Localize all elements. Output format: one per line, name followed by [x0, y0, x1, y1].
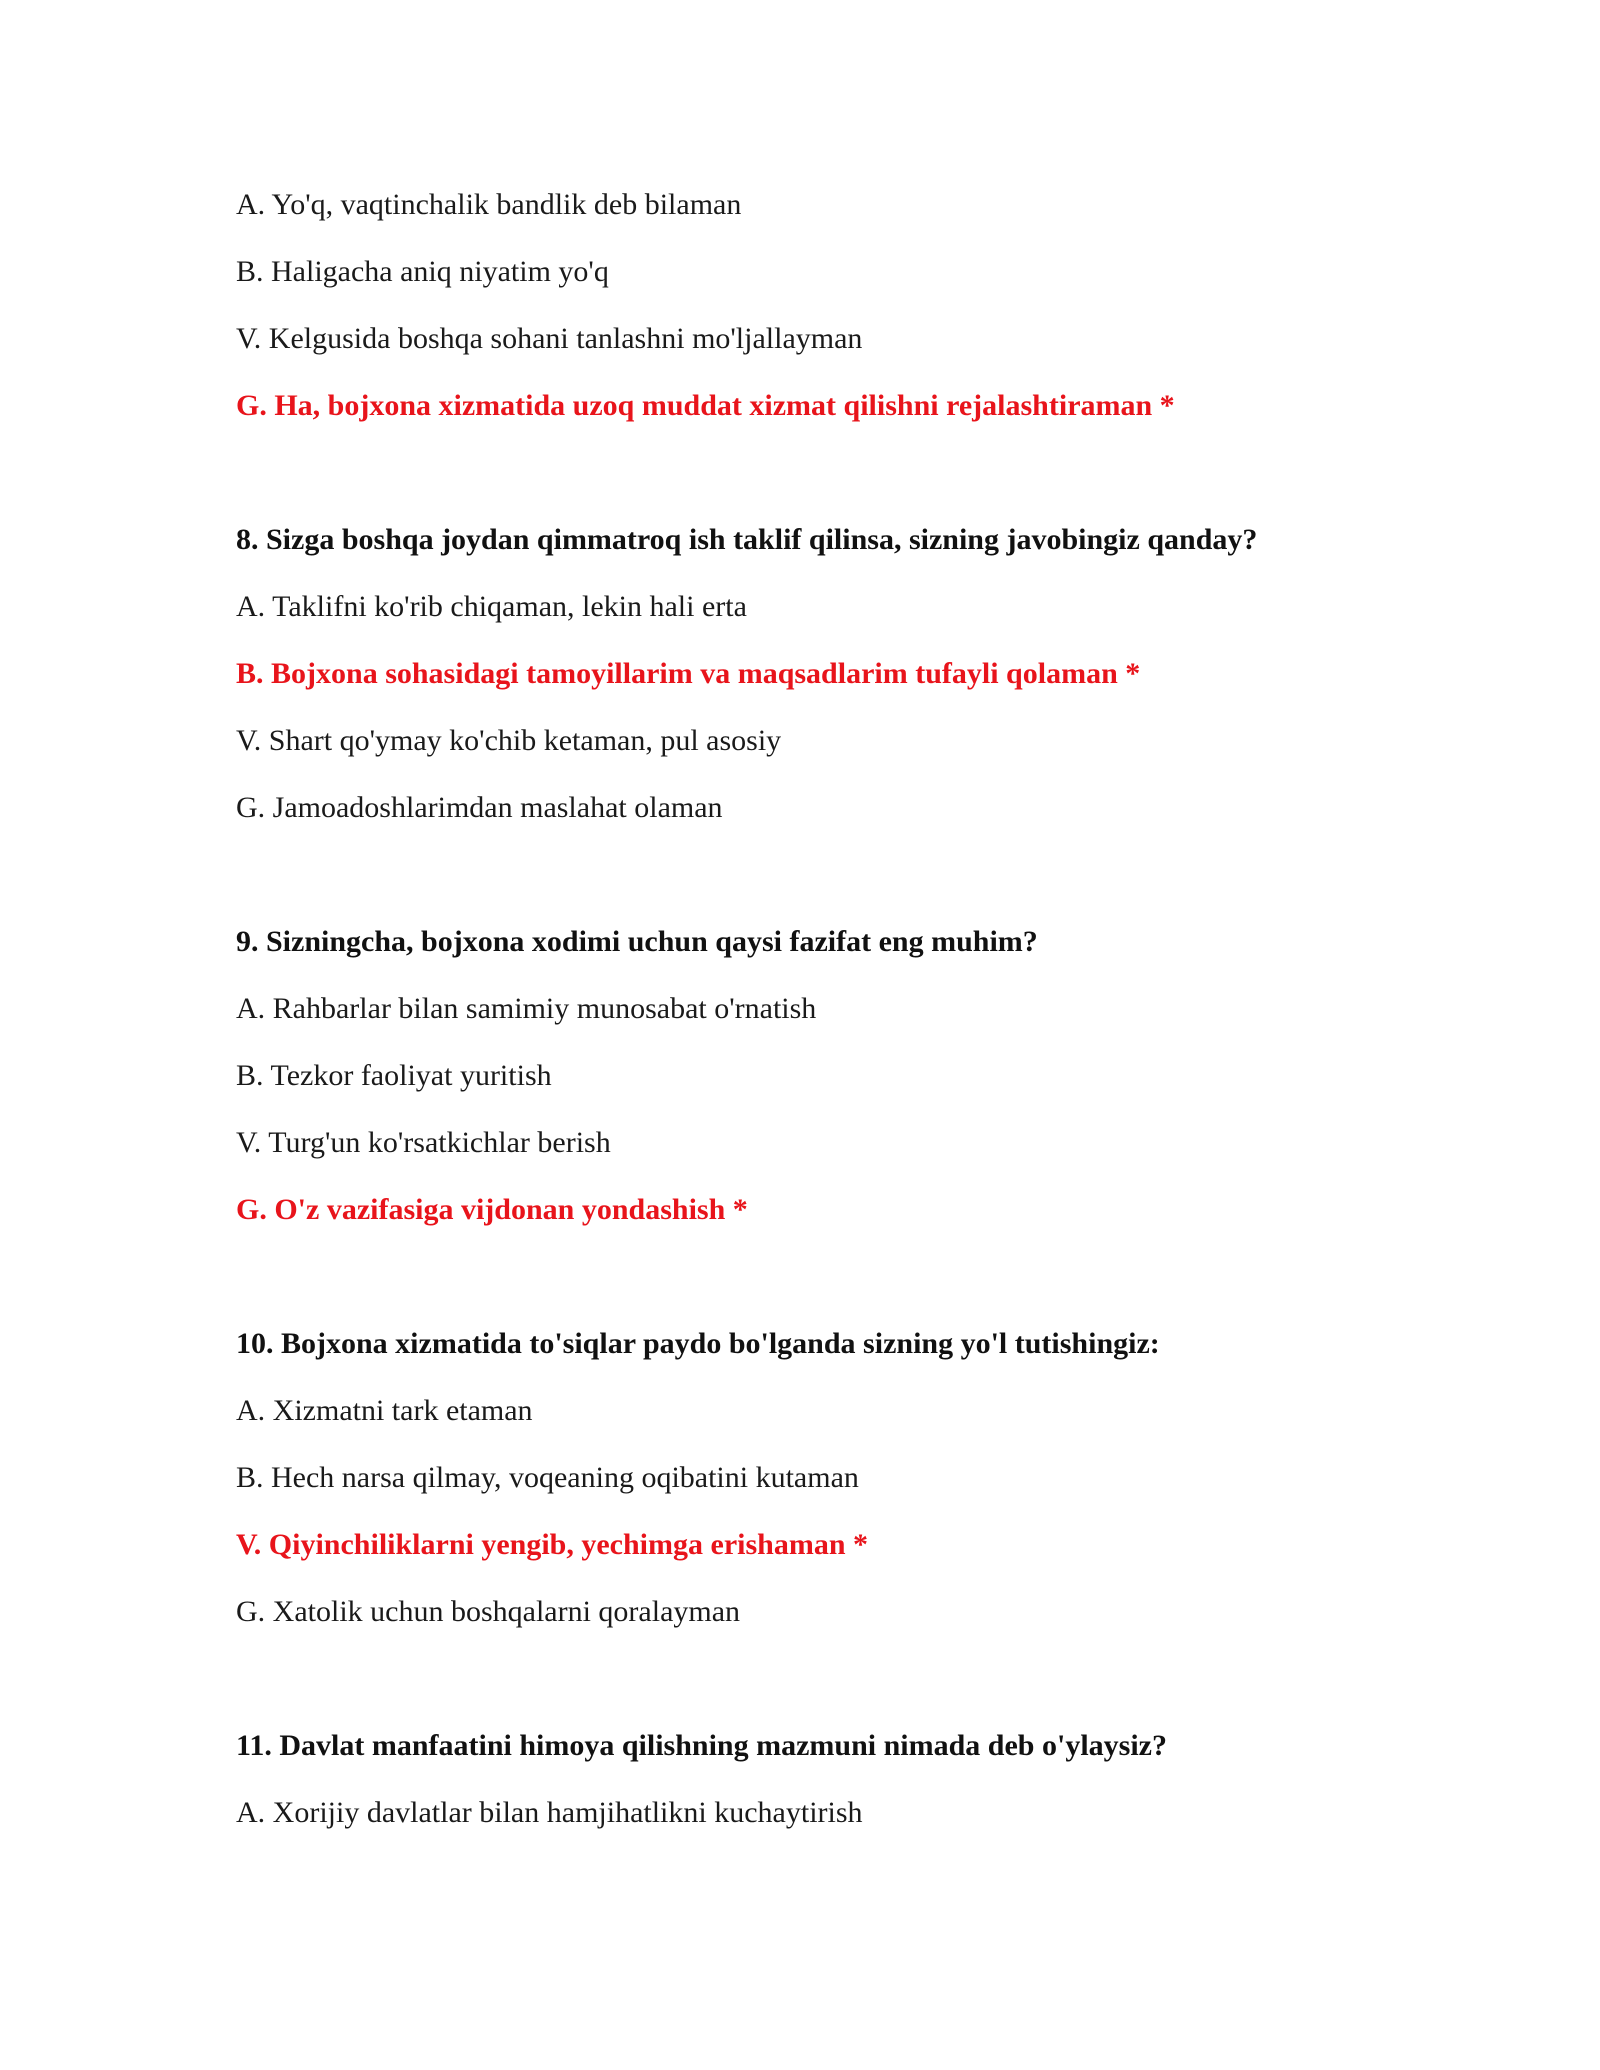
q7-option-v: V. Kelgusida boshqa sohani tanlashni mo'ljallayman [236, 322, 863, 355]
q9-option-v: V. Turg'un ko'rsatkichlar berish [236, 1126, 611, 1159]
question-9-text: 9. Sizningcha, bojxona xodimi uchun qaysi fazifat eng muhim? [236, 925, 1038, 958]
question-10-text: 10. Bojxona xizmatida to'siqlar paydo bo'lganda sizning yo'l tutishingiz: [236, 1327, 1160, 1360]
q10-option-v-correct: V. Qiyinchiliklarni yengib, yechimga erishaman * [236, 1528, 869, 1561]
q8-option-b-correct: B. Bojxona sohasidagi tamoyillarim va maqsadlarim tufayli qolaman * [236, 657, 1141, 690]
q11-option-a: A. Xorijiy davlatlar bilan hamjihatlikni kuchaytirish [236, 1796, 863, 1829]
question-11-text: 11. Davlat manfaatini himoya qilishning mazmuni nimada deb o'ylaysiz? [236, 1729, 1167, 1762]
q9-option-b: B. Tezkor faoliyat yuritish [236, 1059, 552, 1092]
q8-option-v: V. Shart qo'ymay ko'chib ketaman, pul asosiy [236, 724, 782, 757]
q8-option-g: G. Jamoadoshlarimdan maslahat olaman [236, 791, 723, 824]
q7-option-g-correct: G. Ha, bojxona xizmatida uzoq muddat xizmat qilishni rejalashtiraman * [236, 389, 1175, 422]
q7-option-b: B. Haligacha aniq niyatim yo'q [236, 255, 609, 288]
q9-option-a: A. Rahbarlar bilan samimiy munosabat o'rnatish [236, 992, 817, 1025]
q10-option-g: G. Xatolik uchun boshqalarni qoralayman [236, 1595, 741, 1628]
q7-option-a: A. Yo'q, vaqtinchalik bandlik deb bilaman [236, 188, 742, 221]
q9-option-g-correct: G. O'z vazifasiga vijdonan yondashish * [236, 1193, 748, 1226]
question-8-text: 8. Sizga boshqa joydan qimmatroq ish taklif qilinsa, sizning javobingiz qanday? [236, 523, 1258, 556]
q10-option-a: A. Xizmatni tark etaman [236, 1394, 533, 1427]
q10-option-b: B. Hech narsa qilmay, voqeaning oqibatini kutaman [236, 1461, 859, 1494]
q8-option-a: A. Taklifni ko'rib chiqaman, lekin hali erta [236, 590, 747, 623]
